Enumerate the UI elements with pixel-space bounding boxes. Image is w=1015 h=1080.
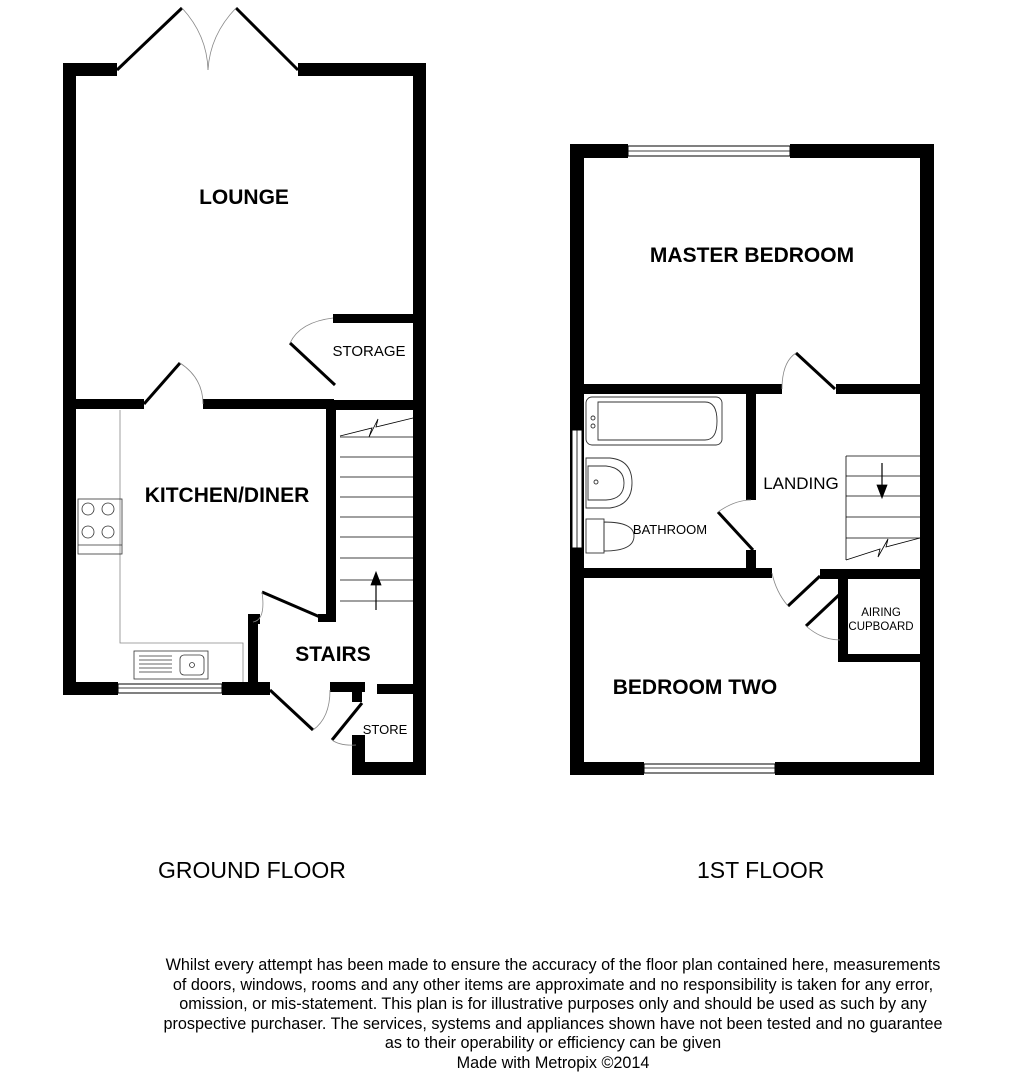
wall	[775, 762, 934, 775]
kitchen-fittings	[78, 410, 243, 682]
ground-floor-staircase	[340, 418, 413, 610]
ground-floor-plan	[63, 63, 426, 775]
disclaimer-line: prospective purchaser. The services, systems and appliances shown have not been tested and no guarantee	[163, 1014, 943, 1033]
wall	[838, 569, 848, 662]
wall	[63, 63, 76, 695]
disclaimer-line: omission, or mis-statement. This plan is for illustrative purposes only and should be used as such by any	[179, 995, 927, 1014]
ground-floor-title: GROUND FLOOR	[158, 857, 346, 883]
wall	[790, 144, 934, 158]
wall	[326, 400, 413, 410]
kitchen-diner-label: KITCHEN/DINER	[144, 484, 310, 507]
ground-floor-openings	[117, 8, 362, 745]
wall	[248, 614, 260, 624]
store-label: STORE	[362, 722, 408, 737]
wall	[326, 400, 336, 620]
bedroom-two-label: BEDROOM TWO	[612, 676, 778, 699]
wall	[318, 614, 336, 622]
wall	[63, 682, 118, 695]
wall	[838, 654, 920, 662]
lounge-label: LOUNGE	[199, 186, 289, 209]
disclaimer-line: Whilst every attempt has been made to ensure the accuracy of the floor plan contained here, measurements	[165, 956, 941, 974]
wall	[298, 63, 426, 76]
wall	[203, 399, 334, 409]
wall	[413, 63, 426, 775]
stairs-label: STAIRS	[295, 643, 371, 666]
wall	[352, 682, 362, 702]
wall	[63, 63, 117, 76]
master-bedroom-label: MASTER BEDROOM	[649, 244, 855, 267]
disclaimer-line: of doors, windows, rooms and any other items are approximate and no responsibility is taken for any error,	[172, 975, 934, 994]
wall	[222, 682, 270, 695]
bathroom-label: BATHROOM	[632, 522, 708, 537]
wall	[377, 684, 413, 694]
wall	[584, 568, 772, 578]
wall	[352, 735, 365, 775]
wall	[248, 614, 258, 695]
first-floor-staircase	[846, 456, 920, 560]
wall	[570, 762, 644, 775]
wall	[820, 569, 920, 579]
storage-label: STORAGE	[332, 343, 406, 360]
wall	[333, 314, 413, 323]
wall	[746, 384, 756, 500]
wall	[836, 384, 920, 394]
credit-line: Made with Metropix ©2014	[456, 1053, 650, 1072]
first-floor-title: 1ST FLOOR	[697, 857, 825, 883]
disclaimer	[120, 956, 986, 1074]
wall	[76, 399, 144, 409]
wall	[920, 144, 934, 775]
wall	[570, 144, 628, 158]
disclaimer-line: as to their operability or efficiency can be given	[384, 1034, 722, 1053]
landing-label: LANDING	[763, 474, 839, 493]
airing-cupboard-label-line1: AIRING	[861, 607, 901, 619]
airing-cupboard-label-line2: CUPBOARD	[848, 621, 914, 633]
